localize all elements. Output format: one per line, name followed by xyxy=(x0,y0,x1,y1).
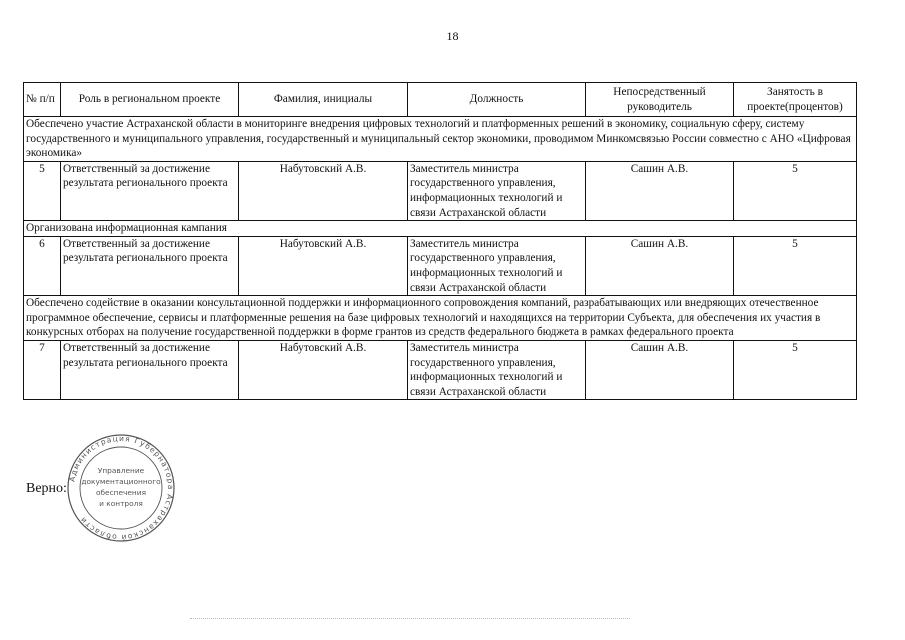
row-num: 6 xyxy=(24,236,61,295)
stamp-line: документационного xyxy=(81,477,161,486)
footer-divider xyxy=(190,618,630,619)
row-name: Набутовский А.В. xyxy=(239,161,408,220)
page-number: 18 xyxy=(446,29,459,43)
section-title: Организована информационная кампания xyxy=(24,221,857,237)
section-title: Обеспечено содействие в оказании консультационной поддержки и информационного сопровождения компаний, разрабатывающих или внедряющих отечественное программное обеспечение, сервисы и платформенные решения на базе цифровых технологий и находящихся на территории Субъекта, для обеспечения их участия в конкурсных отборах на получение государственной поддержки в форме грантов из средств федерального бюджета в рамках федерального проекта xyxy=(24,296,857,341)
stamp-ring-text: Администрация Губернатора Астраханской области xyxy=(67,434,176,542)
row-supervisor: Сашин А.В. xyxy=(586,236,734,295)
row-workload: 5 xyxy=(734,161,857,220)
section-row xyxy=(24,221,857,237)
table-row xyxy=(24,161,857,220)
row-role: Ответственный за достижение результата регионального проекта xyxy=(61,161,239,220)
header-num: № п/п xyxy=(24,83,61,117)
row-position: Заместитель министра государственного управления, информационных технологий и связи Астраханской области xyxy=(408,340,586,399)
row-num: 7 xyxy=(24,340,61,399)
header-supervisor: Непосредственный руководитель xyxy=(586,83,734,117)
section-row xyxy=(24,117,857,162)
row-supervisor: Сашин А.В. xyxy=(586,340,734,399)
table-row xyxy=(24,236,857,295)
project-roles-table xyxy=(23,82,857,400)
header-name: Фамилия, инициалы xyxy=(239,83,408,117)
header-workload: Занятость в проекте(процентов) xyxy=(734,83,857,117)
stamp-line: и контроля xyxy=(99,499,143,508)
section-row xyxy=(24,296,857,341)
official-stamp xyxy=(58,434,184,542)
header-role: Роль в региональном проекте xyxy=(61,83,239,117)
row-supervisor: Сашин А.В. xyxy=(586,161,734,220)
row-workload: 5 xyxy=(734,340,857,399)
header-position: Должность xyxy=(408,83,586,117)
verno-label: Верно: xyxy=(26,481,67,496)
row-role: Ответственный за достижение результата регионального проекта xyxy=(61,236,239,295)
row-num: 5 xyxy=(24,161,61,220)
row-position: Заместитель министра государственного управления, информационных технологий и связи Астраханской области xyxy=(408,236,586,295)
table-header-row xyxy=(24,83,857,117)
row-position: Заместитель министра государственного управления, информационных технологий и связи Астраханской области xyxy=(408,161,586,220)
table-row xyxy=(24,340,857,399)
row-workload: 5 xyxy=(734,236,857,295)
row-name: Набутовский А.В. xyxy=(239,236,408,295)
section-title: Обеспечено участие Астраханской области в мониторинге внедрения цифровых технологий и платформенных решений в экономику, социальную сферу, систему государственного и муниципального управления, государственный и муниципальный сектор экономики, проводимом Минкомсвязью России совместно с АНО «Цифровая экономика» xyxy=(24,117,857,162)
stamp-line: обеспечения xyxy=(95,488,147,497)
row-role: Ответственный за достижение результата регионального проекта xyxy=(61,340,239,399)
row-name: Набутовский А.В. xyxy=(239,340,408,399)
stamp-line: Управление xyxy=(97,466,145,475)
